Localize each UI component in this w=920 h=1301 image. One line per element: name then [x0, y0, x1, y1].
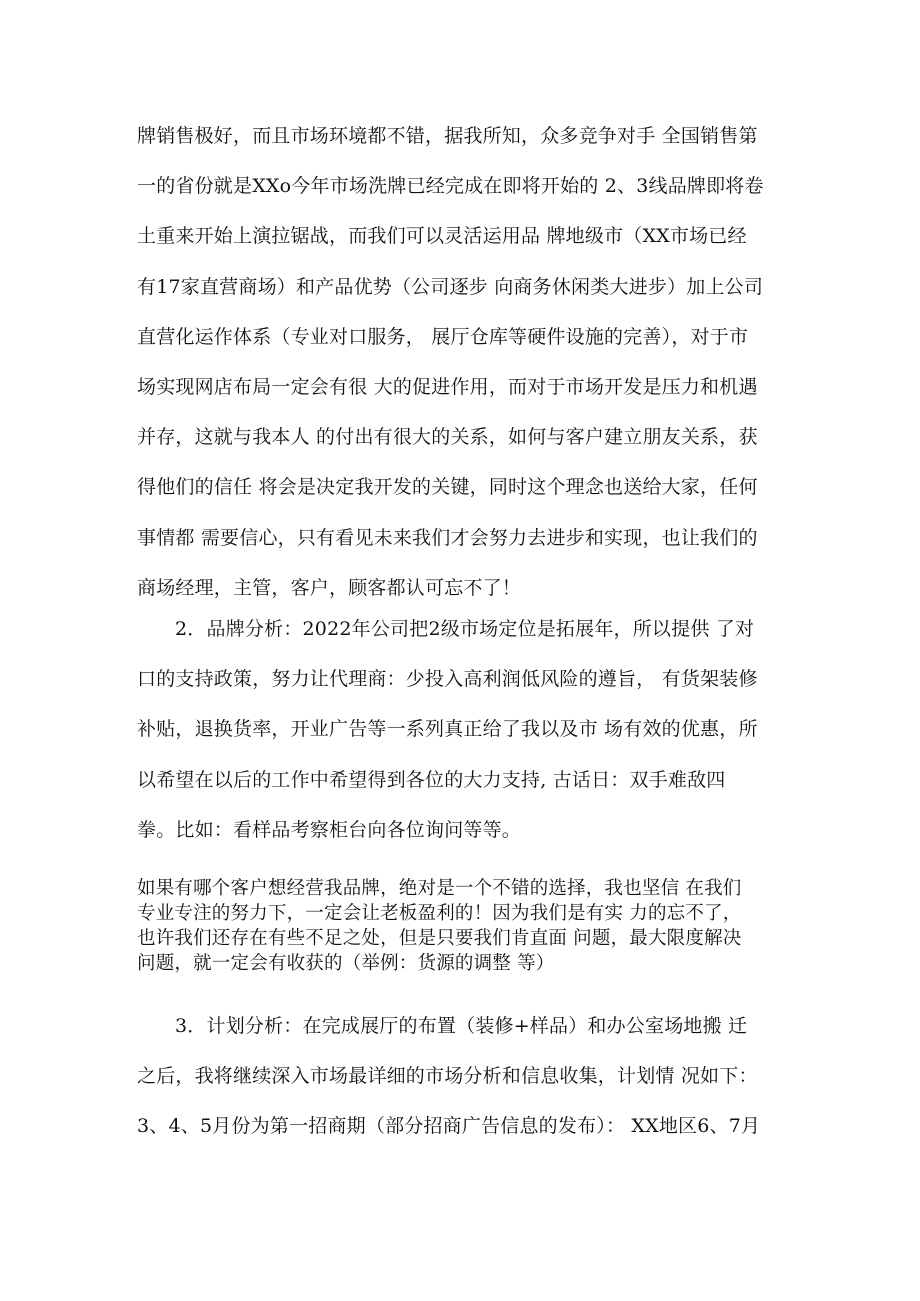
text-line: 商场经理，主管，客户，顾客都认可忘不了！	[137, 576, 522, 599]
text-line: 如果有哪个客户想经营我品牌，绝对是一个不错的选择，我也坚信 在我们	[137, 878, 742, 899]
text-line: 场实现网店布局一定会有很 大的促进作用，而对于市场开发是压力和机遇	[137, 376, 758, 399]
text-line: 补贴，退换货率，开业广告等一系列真正给了我以及市 场有效的优惠，所	[137, 718, 758, 741]
text-line: 土重来开始上演拉锯战，而我们可以灵活运用品 牌地级市（XX市场已经	[137, 225, 747, 248]
text-line: 之后，我将继续深入市场最详细的市场分析和信息收集，计划情 况如下：	[137, 1065, 758, 1088]
text-line: 有17家直营商场）和产品优势（公司逐步 向商务休闲类大进步）加上公司	[137, 275, 764, 298]
text-line: 拳。比如：看样品考察柜台向各位询问等等。	[137, 818, 522, 841]
text-line: 牌销售极好，而且市场环境都不错，据我所知，众多竞争对手 全国销售第	[137, 125, 758, 147]
text-line: 事情都 需要信心，只有看见未来我们才会努力去进步和实现，也让我们的	[137, 526, 758, 549]
text-line: 得他们的信任 将会是决定我开发的关键，同时这个理念也送给大家，任何	[137, 476, 758, 499]
section-heading-line: 3．计划分析：在完成展厅的布置（装修+样品）和办公室场地搬 迁	[175, 1015, 748, 1037]
text-line: 专业专注的努力下，一定会让老板盈利的！因为我们是有实 力的忘不了，	[137, 903, 742, 924]
paragraph-market-analysis	[137, 111, 797, 613]
text-line: 直营化运作体系（专业对口服务， 展厅仓库等硬件设施的完善），对于市	[137, 325, 749, 348]
text-line: 3、4、5月份为第一招商期（部分招商广告信息的发布）： XX地区6、7月	[137, 1115, 761, 1138]
paragraph-customer-message	[137, 876, 797, 976]
text-line: 也许我们还存在有些不足之处，但是只要我们肯直面 问题，最大限度解决	[137, 928, 742, 949]
paragraph-brand-analysis	[137, 604, 797, 855]
text-line: 并存，这就与我本人 的付出有很大的关系，如何与客户建立朋友关系，获	[137, 426, 758, 449]
text-line: 问题，就一定会有收获的（举例：货源的调整 等）	[137, 953, 555, 974]
section-heading-line: 2．品牌分析：2022年公司把2级市场定位是拓展年，所以提供 了对	[175, 618, 755, 640]
paragraph-plan-analysis	[137, 1001, 797, 1152]
text-line: 一的省份就是XXo今年市场洗牌已经完成在即将开始的 2、3线品牌即将卷	[137, 175, 764, 198]
text-line: 口的支持政策，努力让代理商：少投入高利润低风险的遵旨， 有货架装修	[137, 668, 758, 691]
text-line: 以希望在以后的工作中希望得到各位的大力支持, 古话日：双手难敌四	[137, 768, 726, 791]
